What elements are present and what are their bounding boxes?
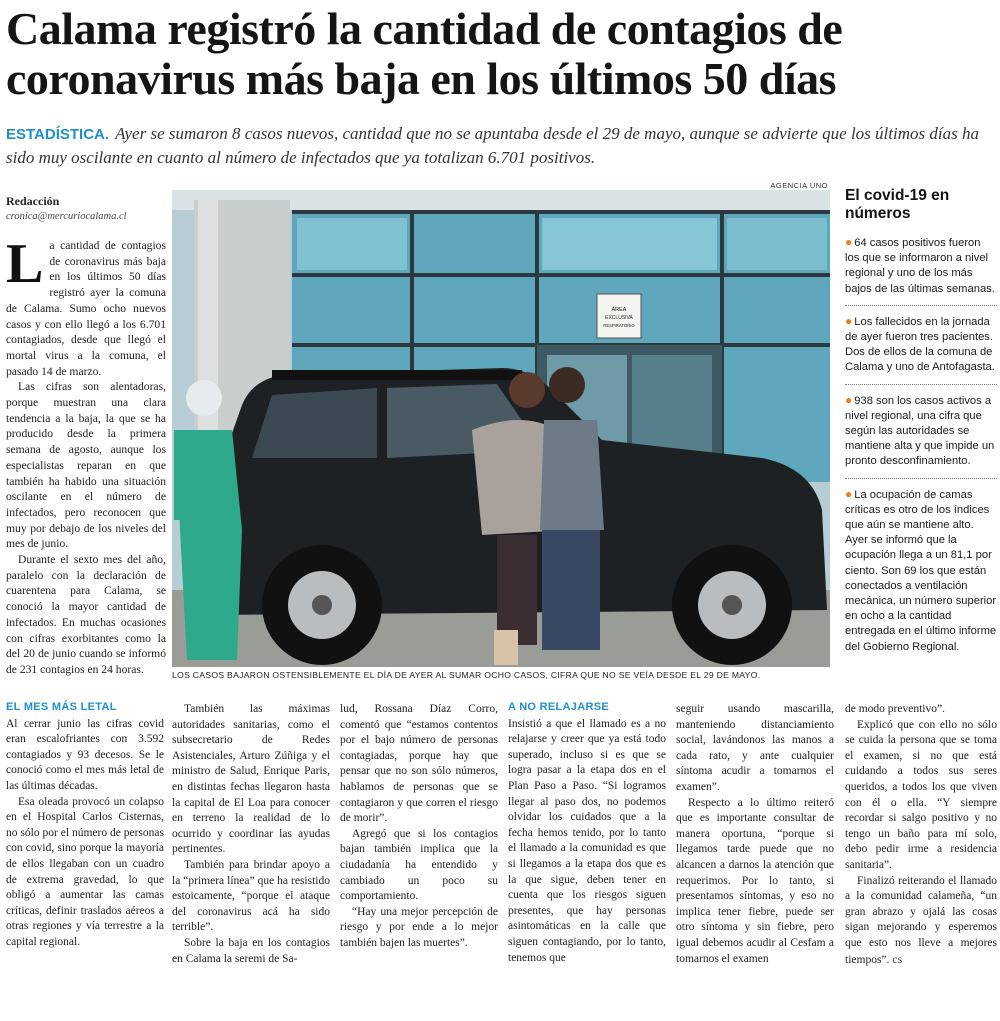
paragraph: Respecto a lo último reiteró que es importante consultar de manera oportuna, “porque si llegamos tarde puede que no alcancen a darnos la atención que requerimos. Por lo tanto, si presentamos síntomas, y eso no implica tener fiebre, puede ser otro síntoma y sin fiebre, pero igual debemos acudir al Cesfam a tomarnos el examen xyxy=(676,796,834,965)
subhead-mes-mas-letal: EL MES MÁS LETAL xyxy=(6,701,117,713)
paragraph: Esa oleada provocó un colapso en el Hospital Carlos Cisternas, no sólo por el número de personas con covid, sino porque la mayoría de ellos llegaban con un cuadro de extrema gravedad, lo que obligó a aumentar las camas críticas, definir traslados aéreos a otras regiones y vía terrestre a la capital regional. xyxy=(6,795,164,948)
lead-paragraph-2: Las cifras son alentadoras, porque muestran una clara tendencia a la baja, la que se ha producido desde la primera semana de agosto, aunque los especialistas reparan en que también ha habido una situación oscilante en el número de infectados, pero reconocen que muy por debajo de los niveles del mes de junio. xyxy=(6,380,166,551)
paragraph: Explicó que con ello no sólo se cuida la persona que se toma el examen, si no que está cuidando a todos sus seres queridos, a todos los que viven con él o ella. “Y siempre recordar si salgo positivo y no tengo un baño para mí solo, debo pedir irme a residencia sanitaria”. xyxy=(845,718,997,871)
bullet-dot-icon: ● xyxy=(845,313,853,328)
bullet-dot-icon: ● xyxy=(845,486,853,501)
article-column-2 xyxy=(172,702,330,967)
sidebar-item: ● 938 son los casos activos a nivel regional, una cifra que según las autoridades se mantiene alta y que impide un pronto desconfinamiento. xyxy=(845,393,997,479)
paragraph: También para brindar apoyo a la “primera línea” que ha resistido estoicamente, “porque el ataque del coronavirus acá ha sido terrible”. xyxy=(172,858,330,934)
paragraph: Sobre la baja en los contagios en Calama la seremi de Sa- xyxy=(172,936,330,965)
article-column-1 xyxy=(6,700,164,951)
paragraph: También las máximas autoridades sanitarias, como el subsecretario de Redes Asistenciales, Arturo Zúñiga y el ministro de Salud, Enrique Paris, en distintas fechas llegaron hasta la capital de El Loa para conocer en terreno la realidad de lo ocurrido y coordinar las ayudas pertinentes. xyxy=(172,703,330,856)
deck-text: Ayer se sumaron 8 casos nuevos, cantidad que no se apuntaba desde el 29 de mayo, aunque se advierte que los últimos días ha sido muy oscilante en cuanto al número de infectados que ya totalizan 6.701 positivos. xyxy=(6,124,979,167)
headline: Calama registró la cantidad de contagios de coronavirus más baja en los últimos 50 días xyxy=(6,3,843,104)
byline-name: Redacción xyxy=(6,194,60,208)
lead-paragraph-3: Durante el sexto mes del año, paralelo con la declaración de cuarentena para Calama, se conoció la mayor cantidad de infectados. En muchas ocasiones con cifras exorbitantes como la del 20 de junio cuando se informó de 231 contagios en 24 horas. xyxy=(6,553,166,676)
sign-text-3: RESPIRATORIO xyxy=(603,323,635,328)
photo-caption: LOS CASOS BAJARON OSTENSIBLEMENTE EL DÍA DE AYER AL SUMAR OCHO CASOS, CIFRA QUE NO SE VEÍA DESDE EL 29 DE MAYO. xyxy=(172,670,761,680)
photo-credit: AGENCIA UNO xyxy=(770,181,828,190)
article-column-6 xyxy=(845,702,997,968)
lead-column xyxy=(6,233,166,678)
sidebar-covid-numbers xyxy=(845,185,997,671)
paragraph: seguir usando mascarilla, manteniendo distanciamiento social, lavándonos las manos a cada rato, y ante cualquier síntoma acudir a tomarnos el examen”. xyxy=(676,703,834,793)
paragraph: de modo preventivo”. xyxy=(845,703,945,715)
deck xyxy=(6,122,994,169)
sidebar-item: ● 64 casos positivos fueron los que se informaron a nivel regional y uno de los más bajos de las últimas semanas. xyxy=(845,235,997,306)
lead-paragraph-1: La cantidad de contagios de coronavirus más baja en los últimos 50 días registró ayer la comuna de Calama. Sumo ocho nuevos casos y con ello llegó a los 6.701 contagiados, desde que llegó el mortal virus a la comuna, el pasado 14 de marzo. xyxy=(6,233,166,378)
paragraph: Finalizó reiterando el llamado a la comunidad calameña, “un gran abrazo y ojalá las cosas sigan mejorando y esperemos que esto nos lleve a mejores tiempos”. cs xyxy=(845,874,997,966)
byline xyxy=(6,194,166,222)
article-column-5 xyxy=(676,702,834,967)
paragraph: Al cerrar junio las cifras covid eran escalofriantes con 3.592 contagiados y 93 decesos. Se le conoció como el mes más letal de las últimas décadas. xyxy=(6,717,164,792)
bullet-dot-icon: ● xyxy=(845,392,853,407)
byline-email[interactable]: cronica@mercuriocalama.cl xyxy=(6,211,127,222)
sidebar-item: ● Los fallecidos en la jornada de ayer fueron tres pacientes. Dos de ellos de la comuna de Calama y uno de Antofagasta. xyxy=(845,314,997,385)
drop-cap: L xyxy=(6,233,44,295)
article-column-4 xyxy=(508,700,666,966)
paragraph: Agregó que si los contagios bajan también implica que la ciudadanía ha entendido y cambiado un poco su comportamiento. xyxy=(340,827,498,903)
bullet-dot-icon: ● xyxy=(845,235,853,249)
sidebar-title: El covid-19 en números xyxy=(845,187,950,222)
deck-kicker: ESTADÍSTICA. xyxy=(6,126,110,143)
paragraph: Insistió a que el llamado es a no relajarse y creer que ya está todo superado, incluso si es que se logra pasar a la etapa dos en el Plan Paso a Paso. “Si logramos llegar al paso dos, no podemos olvidar los cuidados que a la fecha hemos tenido, por lo tanto el llamado a la comunidad es que si llegamos a la etapa dos que es la que sigue, deben tener en cuenta que los riesgos siguen presentes, que hay personas asintomáticas en la calle que siguen contagiando, por lo tanto, tenemos que xyxy=(508,717,666,964)
article-column-3 xyxy=(340,702,498,952)
end-mark-icon: cs xyxy=(892,951,903,966)
sign-text-1: ÁREA xyxy=(611,307,627,313)
paragraph: “Hay una mejor percepción de riesgo y por ende a lo mejor también bajen las muertes”. xyxy=(340,905,498,949)
subhead-a-no-relajarse: A NO RELAJARSE xyxy=(508,701,609,713)
news-photo xyxy=(172,190,830,667)
sign-text-2: EXCLUSIVA xyxy=(605,315,633,321)
sidebar-item: ● La ocupación de camas críticas es otro de los índices que aún se mantiene alto. Ayer se informó que la ocupación llega a un 81,1 por ciento. Son 69 los que están conectados a ventilación mecánica, un número superior en ocho a la cantidad entregada en el último informe del Gobierno Regional. xyxy=(845,486,997,653)
paragraph: lud, Rossana Díaz Corro, comentó que “estamos contentos por el bajo número de personas contagiadas, porque hay que pensar que no son sólo números, hablamos de personas que se contagiaron y que corren el riesgo de morir”. xyxy=(340,703,498,825)
